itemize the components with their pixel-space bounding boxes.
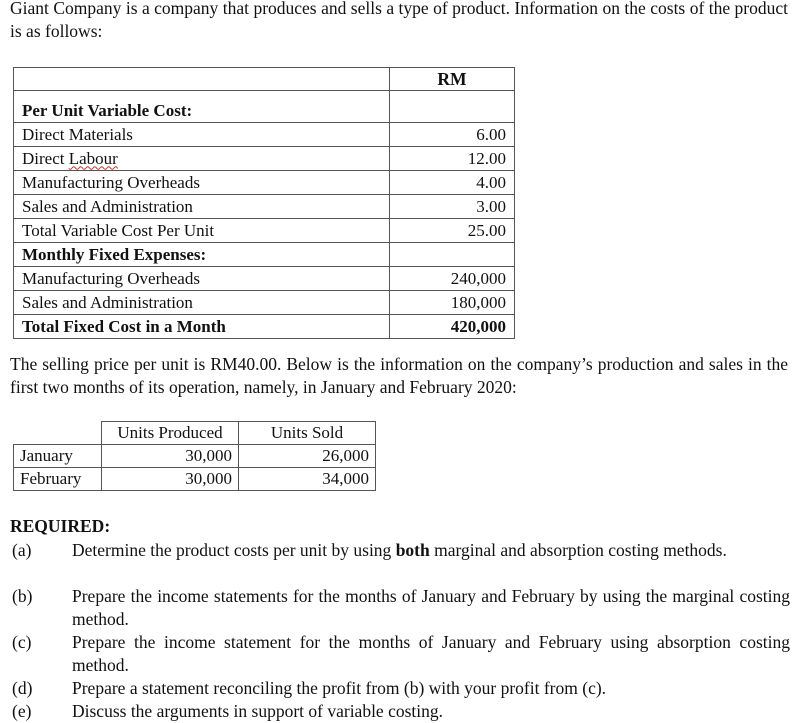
row-value	[389, 99, 514, 123]
intro-paragraph: Giant Company is a company that produces and sells a type of product. Information on the costs of the product is as follows:	[10, 0, 788, 41]
question-text-part: marginal and absorption costing methods.	[429, 540, 727, 560]
row-label: Total Variable Cost Per Unit	[14, 219, 390, 243]
table-row	[14, 99, 515, 123]
row-value: 240,000	[389, 267, 514, 291]
question-item	[10, 539, 790, 562]
table-row	[14, 147, 515, 171]
table-row	[14, 219, 515, 243]
column-header-produced: Units Produced	[102, 422, 239, 445]
question-text: Prepare a statement reconciling the profit from (b) with your profit from (c).	[72, 678, 607, 698]
required-heading: REQUIRED:	[10, 516, 111, 536]
row-value	[389, 243, 514, 267]
question-item	[10, 700, 790, 723]
row-label-total: Total Fixed Cost in a Month	[14, 315, 390, 339]
question-text	[72, 539, 790, 562]
table-row	[14, 468, 376, 491]
row-label: Manufacturing Overheads	[14, 267, 390, 291]
question-text: Discuss the arguments in support of variable costing.	[72, 701, 444, 721]
table-row	[14, 171, 515, 195]
table-row	[14, 123, 515, 147]
units-produced: 30,000	[102, 468, 239, 491]
spellcheck-word: Labour	[68, 148, 118, 168]
question-item	[10, 585, 790, 631]
question-letter: (e)	[12, 701, 32, 721]
table-row	[14, 445, 376, 468]
month-label: February	[14, 468, 102, 491]
question-text: Prepare the income statements for the months of January and February by using the marginal costing method.	[72, 586, 790, 629]
currency-header: RM	[389, 68, 514, 91]
row-value-total: 420,000	[389, 315, 514, 339]
cost-table-header-blank	[14, 68, 390, 91]
cost-table	[13, 67, 515, 339]
row-value: 25.00	[389, 219, 514, 243]
row-label: Sales and Administration	[14, 291, 390, 315]
question-text: Prepare the income statement for the months of January and February using absorption costing method.	[72, 632, 790, 675]
month-label: January	[14, 445, 102, 468]
cost-table-spacer-row	[14, 91, 515, 100]
row-label: Direct Materials	[14, 123, 390, 147]
units-table-header-row	[14, 422, 376, 445]
table-row	[14, 291, 515, 315]
row-label: Manufacturing Overheads	[14, 171, 390, 195]
table-row	[14, 267, 515, 291]
row-label	[14, 147, 390, 171]
section-label-variable: Per Unit Variable Cost:	[14, 99, 390, 123]
row-value: 4.00	[389, 171, 514, 195]
question-letter: (c)	[12, 632, 32, 652]
question-letter: (a)	[12, 540, 32, 560]
table-row	[14, 315, 515, 339]
table-row	[14, 195, 515, 219]
question-item	[10, 631, 790, 677]
question-item	[10, 677, 790, 700]
section-label-fixed: Monthly Fixed Expenses:	[14, 243, 390, 267]
selling-price-paragraph: The selling price per unit is RM40.00. Below is the information on the company’s production and sales in the first two months of its operation, namely, in January and February 2020:	[10, 354, 788, 397]
row-value: 12.00	[389, 147, 514, 171]
units-produced: 30,000	[102, 445, 239, 468]
table-row	[14, 243, 515, 267]
cost-table-header-row	[14, 68, 515, 91]
units-sold: 26,000	[239, 445, 376, 468]
column-header-sold: Units Sold	[239, 422, 376, 445]
question-text-bold: both	[395, 540, 430, 560]
row-label-prefix: Direct	[22, 148, 69, 168]
row-value: 6.00	[389, 123, 514, 147]
units-table	[13, 421, 376, 491]
row-label: Sales and Administration	[14, 195, 390, 219]
row-value: 3.00	[389, 195, 514, 219]
units-table-corner	[14, 422, 102, 445]
row-value: 180,000	[389, 291, 514, 315]
question-letter: (b)	[12, 586, 33, 606]
question-letter: (d)	[12, 678, 33, 698]
question-text-part: Determine the product costs per unit by using	[72, 540, 396, 560]
units-sold: 34,000	[239, 468, 376, 491]
